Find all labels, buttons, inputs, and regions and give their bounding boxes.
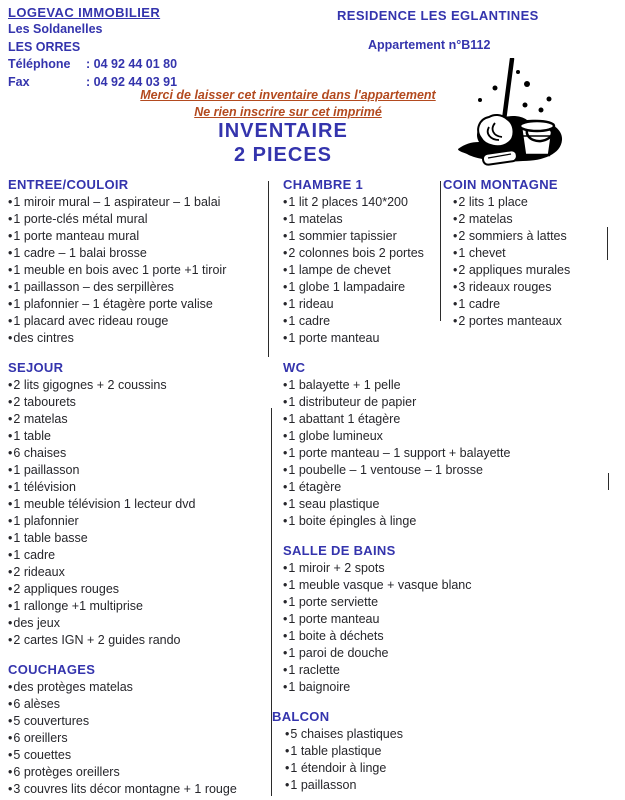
column-divider [268, 181, 269, 357]
fax-number: : 04 92 44 03 91 [86, 74, 178, 89]
bullet-marker: • [283, 497, 288, 511]
section-sejour [8, 359, 264, 649]
inventory-item [8, 598, 264, 615]
section-items [283, 560, 509, 696]
item-text: des cintres [13, 331, 74, 345]
item-text: 2 lits 1 place [458, 195, 528, 209]
inventory-item [283, 743, 509, 760]
item-text: 2 colonnes bois 2 portes [288, 246, 424, 260]
item-text: 1 boite épingles à linge [288, 514, 417, 528]
item-text: des protèges matelas [13, 680, 133, 694]
inventory-item [443, 245, 619, 262]
agency-name: LOGEVAC IMMOBILIER [8, 5, 161, 20]
item-text: 1 paillasson [290, 778, 357, 792]
section-items [8, 194, 264, 347]
inventory-item [283, 662, 509, 679]
inventory-item [283, 577, 509, 594]
inventory-item [8, 411, 264, 428]
bullet-marker: • [8, 599, 13, 613]
bullet-marker: • [8, 616, 13, 630]
item-text: 1 matelas [288, 212, 343, 226]
section-items [8, 679, 264, 798]
section-entree-couloir [8, 176, 264, 347]
inventory-item [8, 764, 264, 781]
bullet-marker: • [453, 212, 458, 226]
item-text: 2 appliques murales [458, 263, 571, 277]
item-text: 2 tabourets [13, 395, 76, 409]
inventory-item [8, 296, 264, 313]
item-text: 5 couettes [13, 748, 72, 762]
item-text: 2 rideaux [13, 565, 65, 579]
fax-label: Fax [8, 74, 30, 89]
item-text: 1 placard avec rideau rouge [13, 314, 169, 328]
inventory-item [443, 262, 619, 279]
bullet-marker: • [8, 429, 13, 443]
item-text: 1 paillasson – des serpillères [13, 280, 174, 294]
item-text: 5 couvertures [13, 714, 90, 728]
bullet-marker: • [283, 412, 288, 426]
inventory-item [8, 696, 264, 713]
inventory-item [8, 513, 264, 530]
item-text: 1 rallonge +1 multiprise [13, 599, 143, 613]
bullet-marker: • [453, 280, 458, 294]
item-text: 1 table [13, 429, 51, 443]
item-text: 1 meuble télévision 1 lecteur dvd [13, 497, 196, 511]
inventory-item [283, 428, 509, 445]
inventory-item [8, 228, 264, 245]
bullet-marker: • [8, 680, 13, 694]
inventory-item [8, 547, 264, 564]
bullet-marker: • [283, 446, 288, 460]
inventory-item [8, 530, 264, 547]
item-text: 1 cadre [13, 548, 56, 562]
item-text: 1 baignoire [288, 680, 351, 694]
inventory-item [443, 279, 619, 296]
column-divider [271, 408, 272, 796]
item-text: des jeux [13, 616, 60, 630]
bullet-marker: • [8, 514, 13, 528]
inventory-item [443, 211, 619, 228]
bullet-marker: • [8, 412, 13, 426]
item-text: 1 meuble vasque + vasque blanc [288, 578, 472, 592]
inventory-item [8, 194, 264, 211]
item-text: 1 lit 2 places 140*200 [288, 195, 408, 209]
inventory-item [8, 679, 264, 696]
section-title: COUCHAGES [8, 662, 96, 677]
inventory-item [8, 245, 264, 262]
bullet-marker: • [8, 212, 13, 226]
inventory-item [283, 445, 509, 462]
item-text: 6 oreillers [13, 731, 68, 745]
inventory-item [283, 411, 509, 428]
bullet-marker: • [283, 578, 288, 592]
bullet-marker: • [8, 195, 13, 209]
bullet-marker: • [8, 565, 13, 579]
bullet-marker: • [453, 314, 458, 328]
item-text: 1 porte manteau [288, 331, 380, 345]
inventory-item [283, 479, 509, 496]
bullet-marker: • [8, 246, 13, 260]
inventory-item [8, 747, 264, 764]
bullet-marker: • [8, 765, 13, 779]
inventory-item [443, 313, 619, 330]
bullet-marker: • [8, 446, 13, 460]
section-coin-montagne [443, 176, 619, 330]
item-text: 2 matelas [13, 412, 68, 426]
bullet-marker: • [285, 744, 290, 758]
bullet-marker: • [283, 246, 288, 260]
bullet-marker: • [8, 531, 13, 545]
title-line-1: INVENTAIRE [218, 120, 348, 142]
inventory-item [8, 377, 264, 394]
bullet-marker: • [283, 680, 288, 694]
bullet-marker: • [283, 212, 288, 226]
bullet-marker: • [8, 782, 13, 796]
bullet-marker: • [8, 378, 13, 392]
inventory-item [443, 194, 619, 211]
bullet-marker: • [285, 778, 290, 792]
bullet-marker: • [8, 395, 13, 409]
inventory-item [283, 513, 509, 530]
bullet-marker: • [283, 331, 288, 345]
inventory-item [283, 679, 509, 696]
inventory-item [8, 428, 264, 445]
item-text: 2 cartes IGN + 2 guides rando [13, 633, 181, 647]
bullet-marker: • [283, 429, 288, 443]
item-text: 1 cadre – 1 balai brosse [13, 246, 147, 260]
bullet-marker: • [8, 714, 13, 728]
item-text: 1 raclette [288, 663, 340, 677]
bullet-marker: • [283, 229, 288, 243]
item-text: 1 cadre [288, 314, 331, 328]
section-title: COIN MONTAGNE [443, 177, 558, 192]
inventory-item [283, 377, 509, 394]
item-text: 1 plafonnier [13, 514, 79, 528]
item-text: 6 protèges oreillers [13, 765, 120, 779]
section-title: CHAMBRE 1 [283, 177, 363, 192]
section-title: ENTREE/COULOIR [8, 177, 129, 192]
item-text: 3 rideaux rouges [458, 280, 552, 294]
bullet-marker: • [453, 195, 458, 209]
bullet-marker: • [8, 463, 13, 477]
bullet-marker: • [8, 280, 13, 294]
bullet-marker: • [8, 731, 13, 745]
item-text: 1 porte manteau – 1 support + balayette [288, 446, 511, 460]
bullet-marker: • [283, 378, 288, 392]
item-text: 1 poubelle – 1 ventouse – 1 brosse [288, 463, 483, 477]
item-text: 1 chevet [458, 246, 506, 260]
item-text: 5 chaises plastiques [290, 727, 403, 741]
inventory-item [8, 564, 264, 581]
inventory-item [443, 228, 619, 245]
item-text: 1 globe lumineux [288, 429, 383, 443]
item-text: 1 distributeur de papier [288, 395, 417, 409]
item-text: 1 étagère [288, 480, 342, 494]
agency-block [8, 4, 177, 91]
bullet-marker: • [453, 229, 458, 243]
bullet-marker: • [283, 480, 288, 494]
column-divider [607, 227, 608, 260]
column-3 [443, 176, 619, 342]
section-title: BALCON [272, 709, 330, 724]
apartment-number: Appartement n°B112 [368, 38, 491, 52]
section-items [283, 726, 509, 794]
bullet-marker: • [285, 761, 290, 775]
bullet-marker: • [453, 263, 458, 277]
bullet-marker: • [8, 229, 13, 243]
section-balcon [272, 708, 509, 794]
inventory-item [283, 496, 509, 513]
item-text: 1 porte-clés métal mural [13, 212, 148, 226]
inventory-item [8, 479, 264, 496]
bullet-marker: • [283, 629, 288, 643]
section-title: WC [283, 360, 306, 375]
bullet-marker: • [283, 395, 288, 409]
bullet-marker: • [283, 280, 288, 294]
inventory-item [8, 496, 264, 513]
inventory-item [283, 726, 509, 743]
bullet-marker: • [283, 195, 288, 209]
inventory-item [283, 760, 509, 777]
bullet-marker: • [8, 297, 13, 311]
bullet-marker: • [283, 612, 288, 626]
inventory-item [8, 394, 264, 411]
item-text: 2 appliques rouges [13, 582, 120, 596]
section-title: SEJOUR [8, 360, 64, 375]
column-1 [8, 176, 264, 800]
bullet-marker: • [8, 331, 13, 345]
agency-phone-line [8, 56, 177, 73]
section-items [8, 377, 264, 649]
inventory-item [8, 462, 264, 479]
bullet-marker: • [453, 297, 458, 311]
section-couchages [8, 661, 264, 798]
phone-label: Téléphone [8, 57, 71, 72]
item-text: 1 porte manteau [288, 612, 380, 626]
item-text: 1 plafonnier – 1 étagère porte valise [13, 297, 213, 311]
item-text: 2 matelas [458, 212, 513, 226]
item-text: 1 meuble en bois avec 1 porte +1 tiroir [13, 263, 227, 277]
item-text: 1 cadre [458, 297, 501, 311]
title-line-2: 2 PIECES [233, 144, 333, 166]
inventory-item [283, 611, 509, 628]
item-text: 2 portes manteaux [458, 314, 562, 328]
item-text: 1 sommier tapissier [288, 229, 397, 243]
inventory-item [283, 462, 509, 479]
item-text: 6 alèses [13, 697, 60, 711]
bullet-marker: • [283, 663, 288, 677]
bullet-marker: • [283, 561, 288, 575]
bullet-marker: • [8, 480, 13, 494]
item-text: 1 table basse [13, 531, 88, 545]
bullet-marker: • [8, 548, 13, 562]
bullet-marker: • [8, 497, 13, 511]
inventory-item [8, 262, 264, 279]
bullet-marker: • [8, 633, 13, 647]
inventory-item [443, 296, 619, 313]
item-text: 3 couvres lits décor montagne + 1 rouge [13, 782, 237, 796]
agency-residence-name: Les Soldanelles [8, 22, 103, 37]
inventory-item [8, 211, 264, 228]
inventory-item [283, 594, 509, 611]
inventory-item [8, 279, 264, 296]
bullet-marker: • [283, 514, 288, 528]
item-text: 1 boite à déchets [288, 629, 384, 643]
bullet-marker: • [8, 263, 13, 277]
section-title: SALLE DE BAINS [283, 543, 396, 558]
item-text: 6 chaises [13, 446, 67, 460]
inventory-item [8, 313, 264, 330]
bullet-marker: • [8, 748, 13, 762]
section-salle-de-bains [283, 542, 509, 696]
agency-city: LES ORRES [8, 39, 81, 54]
inventory-item [8, 632, 264, 649]
bullet-marker: • [283, 297, 288, 311]
bullet-marker: • [283, 595, 288, 609]
section-wc [283, 359, 509, 530]
inventory-item [8, 730, 264, 747]
mop-and-bucket-icon [455, 58, 570, 176]
item-text: 1 paroi de douche [288, 646, 389, 660]
inventory-item [283, 777, 509, 794]
item-text: 1 balayette + 1 pelle [288, 378, 401, 392]
item-text: 1 globe 1 lampadaire [288, 280, 406, 294]
notice-line-2: Ne rien inscrire sur cet imprimé [194, 105, 382, 119]
item-text: 1 étendoir à linge [290, 761, 387, 775]
inventory-item [8, 330, 264, 347]
item-text: 1 lampe de chevet [288, 263, 391, 277]
item-text: 1 télévision [13, 480, 76, 494]
bullet-marker: • [8, 314, 13, 328]
inventory-item [8, 781, 264, 798]
item-text: 1 abattant 1 étagère [288, 412, 401, 426]
item-text: 1 miroir + 2 spots [288, 561, 385, 575]
bullet-marker: • [283, 646, 288, 660]
bullet-marker: • [285, 727, 290, 741]
notice-line-1: Merci de laisser cet inventaire dans l'appartement [140, 88, 436, 102]
column-divider [440, 181, 441, 321]
inventory-item [8, 581, 264, 598]
inventory-item [283, 560, 509, 577]
column-divider [608, 473, 609, 490]
inventory-item [8, 615, 264, 632]
item-text: 2 sommiers à lattes [458, 229, 567, 243]
item-text: 1 seau plastique [288, 497, 380, 511]
item-text: 1 porte serviette [288, 595, 379, 609]
bullet-marker: • [453, 246, 458, 260]
bullet-marker: • [283, 314, 288, 328]
inventory-item [283, 394, 509, 411]
inventory-item [283, 645, 509, 662]
item-text: 1 rideau [288, 297, 334, 311]
section-items [443, 194, 619, 330]
item-text: 1 paillasson [13, 463, 80, 477]
residence-title: RESIDENCE LES EGLANTINES [337, 8, 539, 23]
item-text: 1 miroir mural – 1 aspirateur – 1 balai [13, 195, 221, 209]
inventory-item [8, 713, 264, 730]
bullet-marker: • [283, 263, 288, 277]
item-text: 1 table plastique [290, 744, 382, 758]
bullet-marker: • [283, 463, 288, 477]
section-items [283, 377, 509, 530]
bullet-marker: • [8, 697, 13, 711]
phone-number: : 04 92 44 01 80 [86, 57, 178, 72]
inventory-item [8, 445, 264, 462]
item-text: 2 lits gigognes + 2 coussins [13, 378, 167, 392]
inventory-item [283, 628, 509, 645]
bullet-marker: • [8, 582, 13, 596]
item-text: 1 porte manteau mural [13, 229, 140, 243]
